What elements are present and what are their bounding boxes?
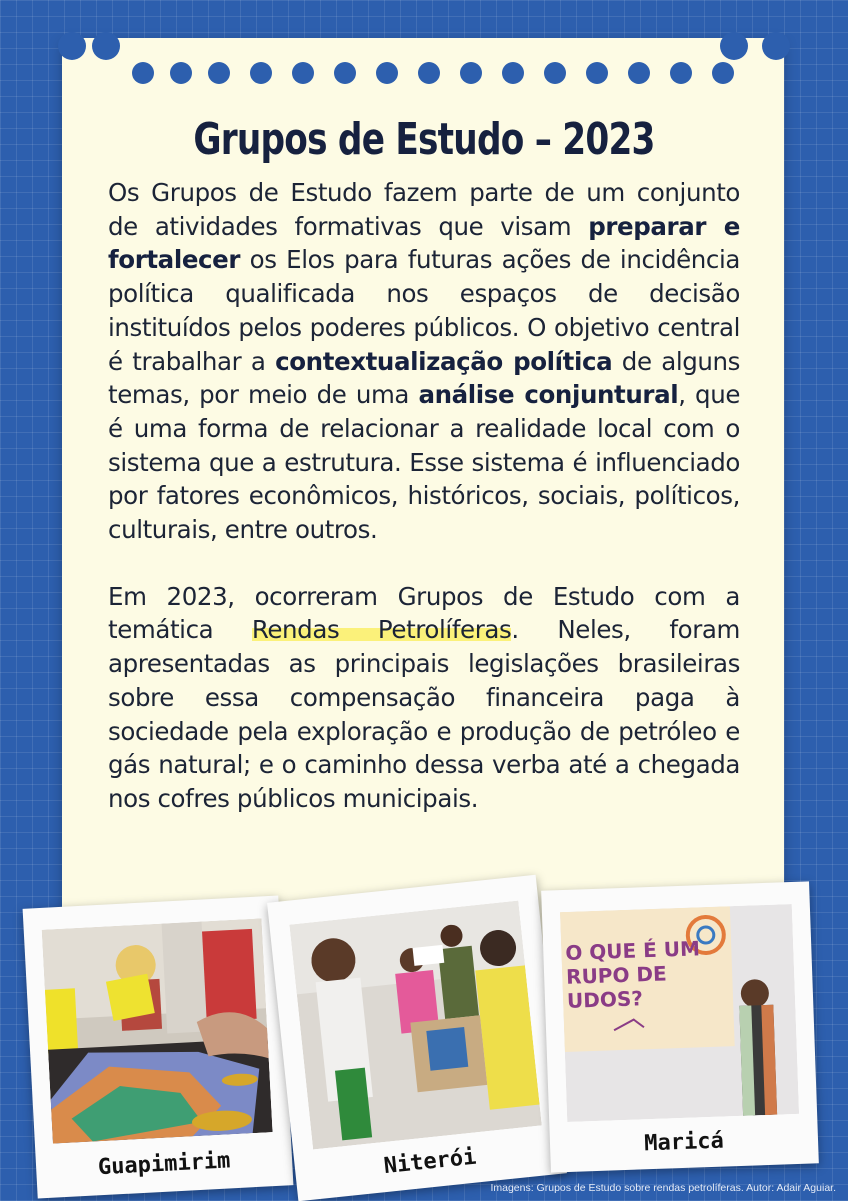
photo-caption: Niterói	[382, 1144, 478, 1180]
text-run: . Neles, foram apresentadas as principais legislações brasileiras sobre essa compensação financeira paga à sociedade pela exploração e produção de petróleo e gás natural; e o caminho dessa verba até a chegada nos cofres públicos municipais.	[108, 615, 740, 813]
paper-notch	[92, 32, 120, 60]
paragraph-1	[108, 176, 740, 547]
paper-hole	[376, 62, 398, 84]
paper-hole	[628, 62, 650, 84]
polaroid-guapimirim	[23, 895, 294, 1198]
photo-caption: Maricá	[643, 1128, 725, 1157]
paper-hole	[712, 62, 734, 84]
svg-text:O QUE É UM: O QUE É UM	[564, 936, 701, 965]
paper-hole	[132, 62, 154, 84]
bold-text: análise conjuntural	[418, 380, 679, 410]
paragraph-2	[108, 580, 740, 816]
svg-text:UDOS?: UDOS?	[566, 986, 644, 1013]
paper-hole	[670, 62, 692, 84]
photo-niteroi	[289, 901, 541, 1150]
page-title: Grupos de Estudo – 2023	[193, 114, 655, 165]
bold-text: contextualização política	[275, 346, 613, 376]
text-run: Os Grupos de Estudo fazem parte de um conjunto de atividades formativas que visam	[108, 178, 740, 241]
text-run: Em 2023, ocorreram Grupos de Estudo com a temática	[108, 581, 740, 645]
highlighted-text: Rendas Petrolíferas	[251, 615, 512, 645]
paper-hole	[334, 62, 356, 84]
svg-text:RUPO DE: RUPO DE	[565, 961, 668, 989]
paper-hole	[250, 62, 272, 84]
paper-hole	[292, 62, 314, 84]
text-run: , que é uma forma de relacionar a realidade local com o sistema que a estrutura. Esse sistema é influenciado por fatores econômicos, históricos, sociais, políticos, culturais, entre outros.	[108, 380, 740, 545]
paper-notch	[58, 32, 86, 60]
photo-marica	[560, 904, 799, 1122]
polaroid-marica	[541, 881, 819, 1172]
paper-hole	[170, 62, 192, 84]
paper-hole	[460, 62, 482, 84]
polaroid-niteroi	[267, 875, 567, 1201]
paper-hole	[544, 62, 566, 84]
paper-hole	[586, 62, 608, 84]
photo-guapimirim	[42, 918, 273, 1143]
paper-notch	[720, 32, 748, 60]
photo-caption: Guapimirim	[97, 1148, 231, 1181]
bold-text: preparar e fortalecer	[108, 211, 740, 275]
paper-hole	[418, 62, 440, 84]
text-run: de alguns temas, por meio de uma	[108, 346, 740, 410]
text-run: os Elos para futuras ações de incidência política qualificada nos espaços de decisão instituídos pelos poderes públicos. O objetivo central é trabalhar a	[108, 245, 740, 376]
body-text	[108, 176, 740, 816]
paper-hole	[502, 62, 524, 84]
image-credit: Imagens: Grupos de Estudo sobre rendas petrolíferas. Autor: Adair Aguiar.	[490, 1182, 836, 1194]
paper-hole	[208, 62, 230, 84]
paper-notch	[762, 32, 790, 60]
